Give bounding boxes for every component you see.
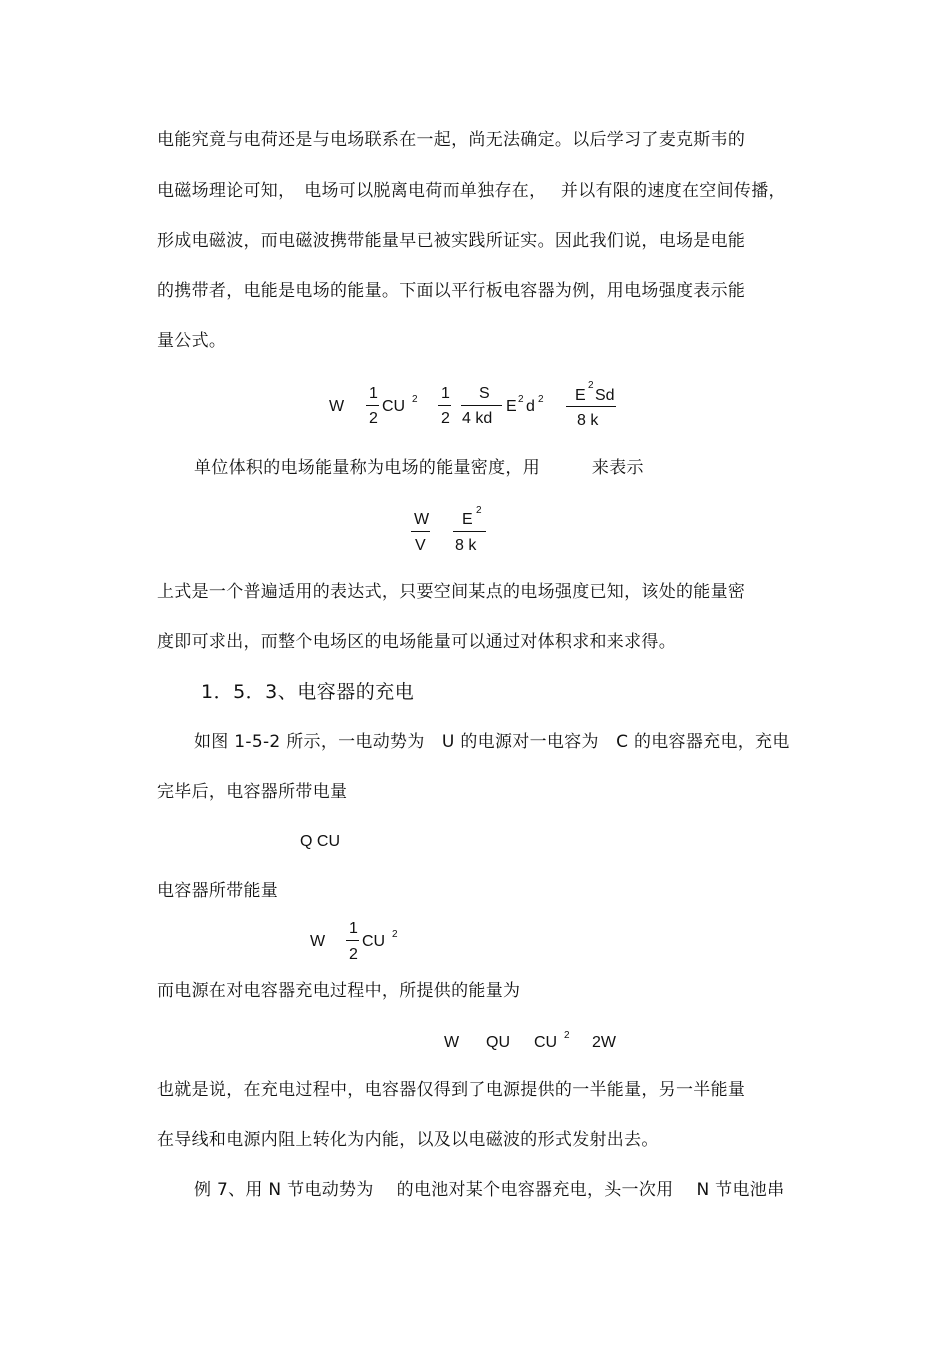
eq-numerator: Sd (595, 387, 615, 404)
eq-numerator: E (575, 387, 586, 404)
eq-denominator: 2 (369, 410, 378, 427)
eq-denominator: 4 kd (462, 410, 493, 427)
text-line: 如图 1-5-2 所示，一电动势为 U 的电源对一电容为 C 的电容器充电，充电 (194, 732, 790, 752)
eq-term: d (526, 398, 535, 415)
eq-symbol: W (329, 398, 345, 415)
section-heading: 1．5．3、电容器的充电 (201, 681, 415, 703)
text-line: 电能究竟与电荷还是与电场联系在一起，尚无法确定。以后学习了麦克斯韦的 (157, 130, 746, 150)
eq-symbol: W (310, 933, 326, 950)
text-line: 在导线和电源内阻上转化为内能，以及以电磁波的形式发射出去。 (157, 1130, 659, 1150)
eq-term: E (506, 398, 517, 415)
eq-symbol: W (444, 1034, 460, 1051)
text-line: 而电源在对电容器充电过程中，所提供的能量为 (157, 981, 521, 1001)
text-line: 完毕后，电容器所带电量 (157, 782, 348, 802)
text-line: 形成电磁波，而电磁波携带能量早已被实践所证实。因此我们说，电场是电能 (157, 231, 746, 251)
eq-text: Q CU (300, 833, 340, 850)
text-line: 上式是一个普遍适用的表达式，只要空间某点的电场强度已知，该处的能量密 (157, 582, 746, 602)
eq-superscript: 2 (476, 505, 482, 516)
eq-superscript: 2 (412, 394, 418, 405)
eq-superscript: 2 (588, 380, 594, 391)
eq-term: CU (362, 933, 386, 950)
fraction-bar (366, 405, 379, 406)
eq-numerator: S (479, 385, 490, 402)
text-line: 电磁场理论可知， 电场可以脱离电荷而单独存在， 并以有限的速度在空间传播， (157, 181, 786, 201)
eq-term: 2W (592, 1034, 616, 1051)
text-line: 电容器所带能量 (157, 881, 279, 901)
eq-term: CU (534, 1034, 558, 1051)
text-line: 单位体积的电场能量称为电场的能量密度，用 来表示 (194, 458, 644, 478)
eq-numerator: W (414, 511, 430, 528)
fraction-bar (438, 405, 451, 406)
eq-superscript: 2 (564, 1030, 570, 1041)
eq-term: CU (382, 398, 406, 415)
fraction-bar (461, 405, 502, 406)
eq-numerator: E (462, 511, 473, 528)
fraction-bar (346, 940, 359, 941)
eq-denominator: V (415, 537, 426, 554)
eq-numerator: 1 (349, 920, 358, 937)
text-line: 量公式。 (157, 331, 227, 351)
eq-denominator: 2 (349, 946, 358, 963)
text-line: 度即可求出，而整个电场区的电场能量可以通过对体积求和来求得。 (157, 632, 676, 652)
eq-superscript: 2 (538, 394, 544, 405)
text-line: 也就是说，在充电过程中，电容器仅得到了电源提供的一半能量，另一半能量 (157, 1080, 746, 1100)
eq-numerator: 1 (369, 385, 378, 402)
eq-denominator: 2 (441, 410, 450, 427)
text-line: 的携带者，电能是电场的能量。下面以平行板电容器为例，用电场强度表示能 (157, 281, 746, 301)
eq-numerator: 1 (441, 385, 450, 402)
eq-denominator: 8 k (577, 412, 599, 429)
eq-term: QU (486, 1034, 510, 1051)
eq-superscript: 2 (392, 929, 398, 940)
eq-superscript: 2 (518, 394, 524, 405)
text-line: 例 7、用 N 节电动势为 的电池对某个电容器充电，头一次用 N 节电池串 (194, 1180, 785, 1200)
eq-denominator: 8 k (455, 537, 477, 554)
fraction-bar (411, 531, 430, 532)
fraction-bar (566, 406, 616, 407)
fraction-bar (453, 531, 486, 532)
